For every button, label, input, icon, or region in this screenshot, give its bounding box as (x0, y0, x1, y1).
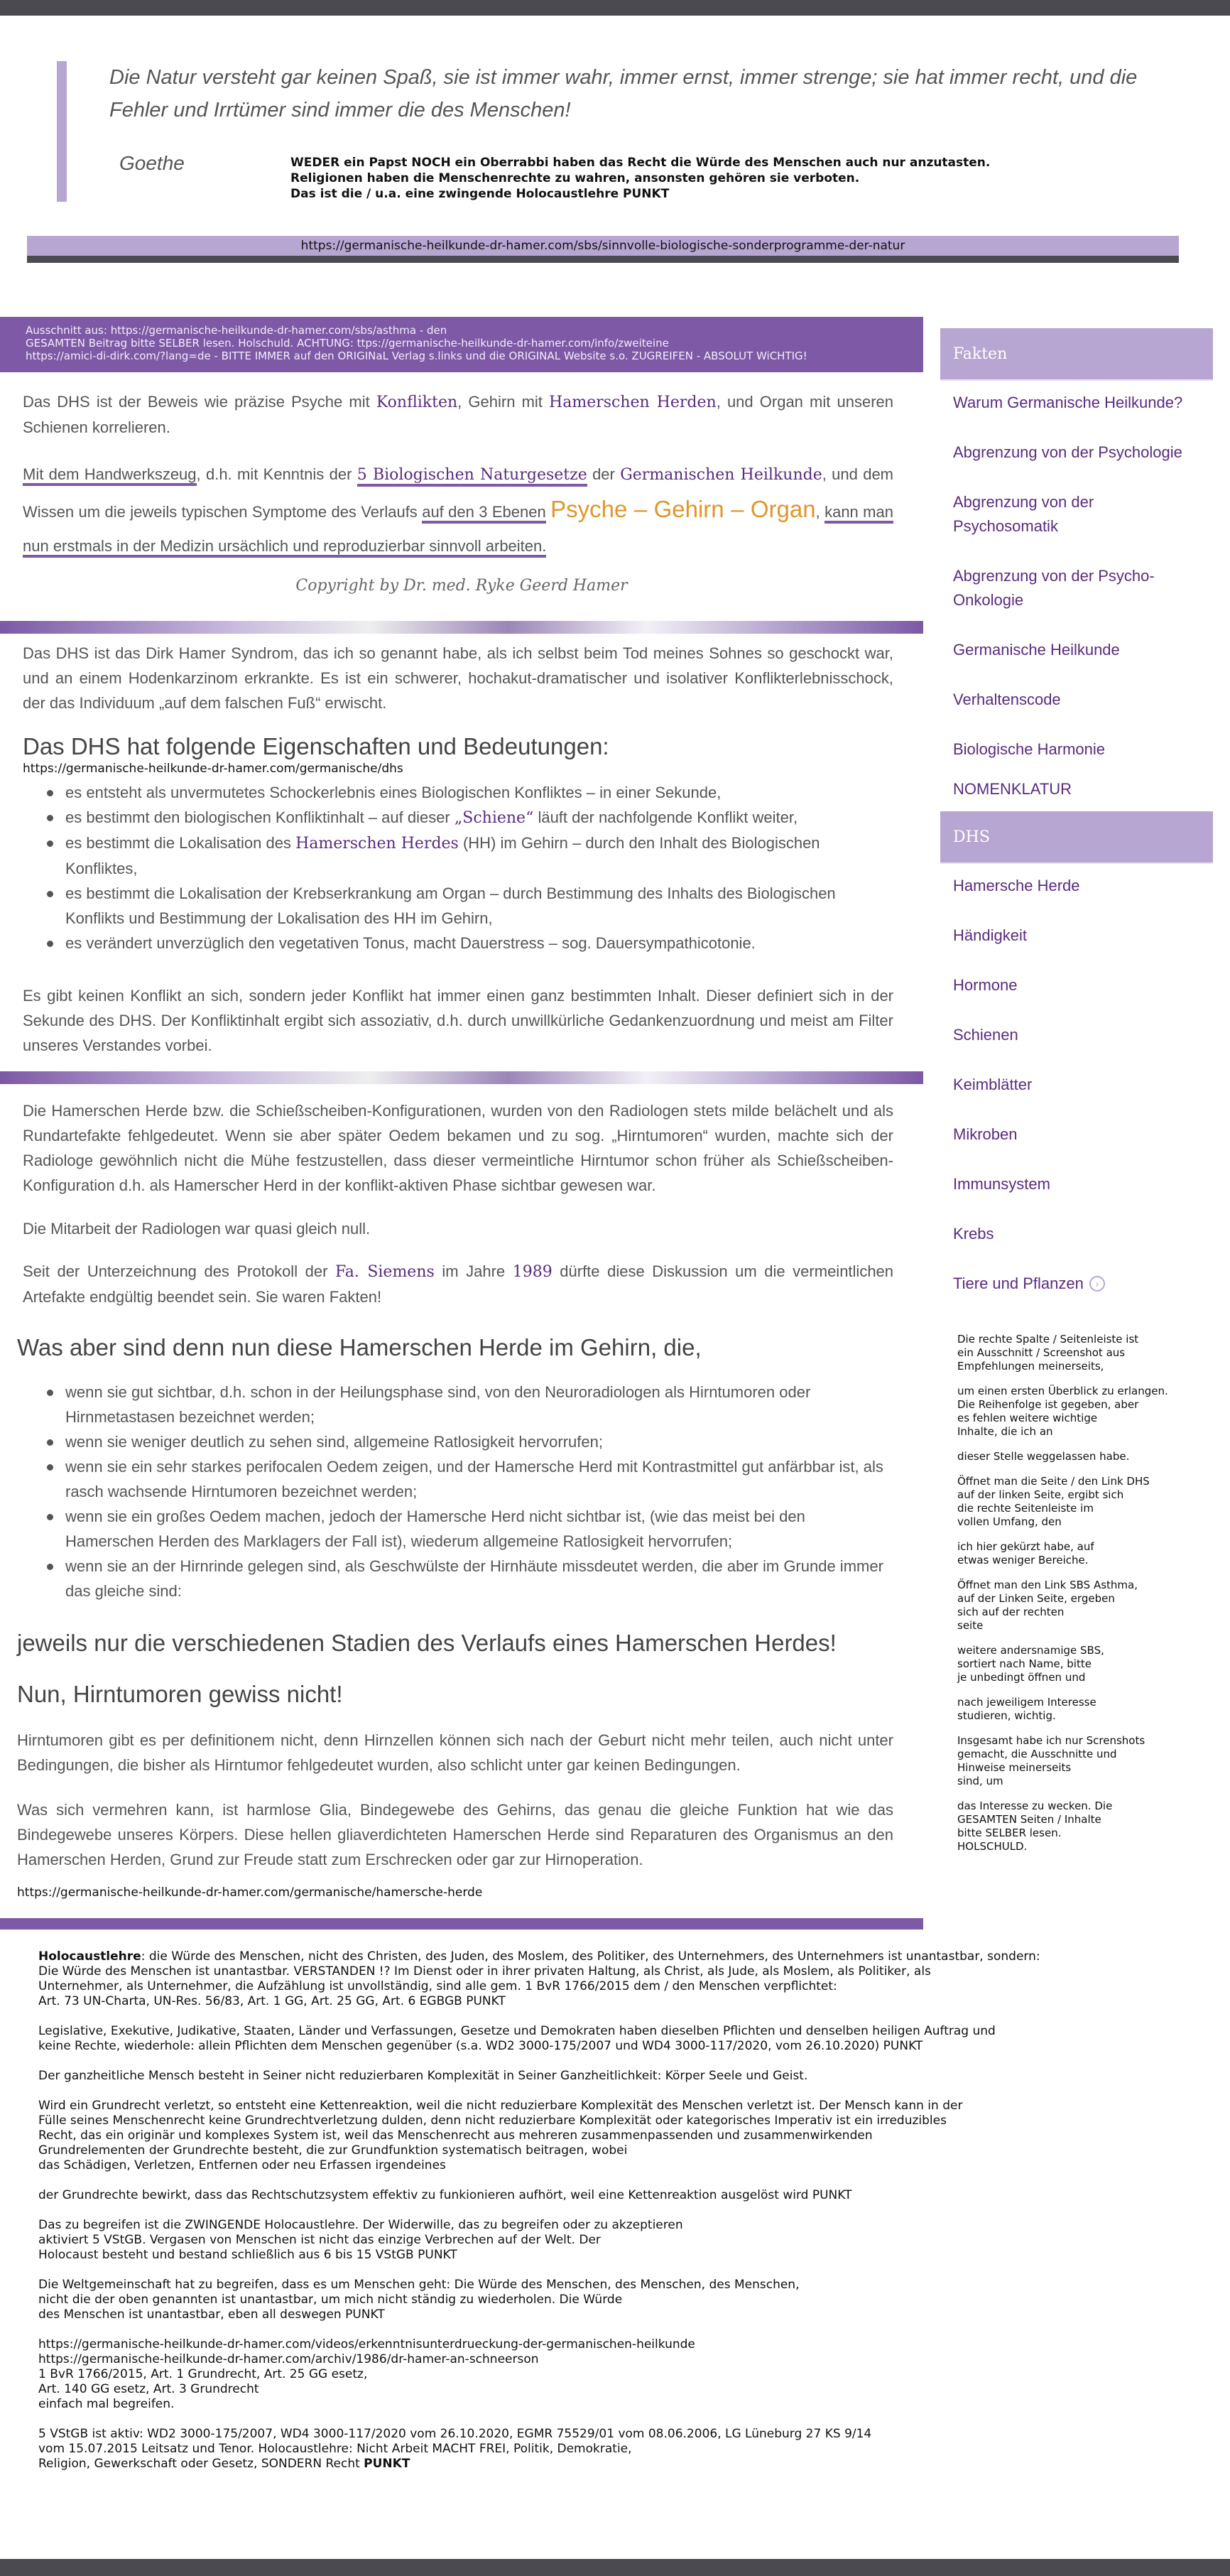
banner-line: https://amici-di-dirk.com/?lang=de - BITTE IMMER auf den ORIGINaL Verlag s.links und die ORIGINAL Website s.o. ZUGREIFEN - ABSOLUT WiCHTIG! (26, 350, 807, 362)
sidebar-item-psychosomatik[interactable]: Abgrenzung von der Psychosomatik (953, 493, 1094, 535)
hirntumoren-heading: Nun, Hirntumoren gewiss nicht! (17, 1681, 343, 1707)
note-line: Öffnet man die Seite / den Link DHS (957, 1475, 1150, 1488)
source-url-bar[interactable]: https://germanische-heilkunde-dr-hamer.com/sbs/sinnvolle-biologische-sonderprogramme-der-natur (27, 236, 1179, 263)
text: Die Würde des Menschen ist unantastbar. VERSTANDEN !? Im Dienst oder in ihrer privaten Haltung, als Christ, als Jude, als Moslem, als Politiker, als (38, 1964, 931, 1979)
note-block (957, 1385, 1213, 1439)
underlined-text: auf den 3 Ebenen (422, 503, 546, 524)
note-line: GESAMTEN Seiten / Inhalte (957, 1813, 1101, 1826)
footer-paragraph (38, 2337, 1203, 2412)
note-line: sind, um (957, 1775, 1003, 1787)
text: dürfte diese Diskussion um die vermeintlichen Artefakte endgültig beendet sein. Sie waren Fakten! (23, 1262, 894, 1306)
note-block (957, 1540, 1213, 1567)
text: es bestimmt die Lokalisation der Krebserkrankung am Organ – durch Bestimmung des Inhalts des Biologischen Konflikts und Bestimmung der Lokalisation des HH im Gehirn, (65, 884, 836, 927)
holocaustlehre-block (38, 1949, 1203, 2486)
quote-note-line: WEDER ein Papst NOCH ein Oberrabbi haben das Recht die Würde des Menschen auch nur anzutasten. (290, 156, 991, 170)
text: Unternehmer, als Unternehmer, die Aufzählung ist unvollständig, sind alle gem. 1 BvR 1766/2015 dem / den Menschen verpflichtet: (38, 1979, 837, 1993)
note-block (957, 1450, 1213, 1463)
text: Recht, das ein originär und komplexes System ist, weil das Menschenrecht aus mehreren zusammenpassenden und zusammenwirkenden (38, 2128, 873, 2143)
text: , Gehirn mit (457, 393, 550, 411)
note-line: Inhalte, die ich an (957, 1425, 1053, 1438)
note-line: Die rechte Spalte / Seitenleiste ist (957, 1333, 1139, 1346)
text: der Grundrechte bewirkt, dass das Rechtschutzsystem effektiv zu funkionieren aufhört, weil eine Kettenreaktion ausgelöst wird PUNKT (38, 2188, 852, 2202)
note-line: Empfehlungen meinerseits, (957, 1360, 1104, 1373)
text: 5 VStGB ist aktiv: WD2 3000-175/2007, WD4 3000-117/2020 vom 26.10.2020, EGMR 75529/01 vom 08.06.2006, LG Lüneburg 27 KS 9/14 (38, 2427, 872, 2441)
text: im Jahre (434, 1262, 513, 1280)
link-konflikten[interactable]: Konflikten (376, 394, 458, 411)
note-line: dieser Stelle weggelassen habe. (957, 1450, 1130, 1463)
quote-note-line: Das ist die / u.a. eine zwingende Holocaustlehre PUNKT (290, 187, 670, 201)
top-bar (0, 0, 1230, 16)
list-item: wenn sie an der Hirnrinde gelegen sind, als Geschwülste der Hirnhäute missdeutet werden, die aber im Grunde immer das gleiche sind: (43, 1554, 893, 1603)
footer-link[interactable]: https://germanische-heilkunde-dr-hamer.com/archiv/1986/dr-hamer-an-schneerson (38, 2352, 539, 2366)
text: Religion, Gewerkschaft oder Gesetz, SONDERN Recht (38, 2457, 364, 2471)
text: vom 15.07.2015 Leitsatz und Tenor. Holocaustlehre: Nicht Arbeit MACHT FREI, Politik, Demokratie, (38, 2442, 632, 2456)
banner-line: GESAMTEN Beitrag bitte SELBER lesen. Holschuld. ACHTUNG: ttps://germanische-heilkunde-dr-hamer.com/info/zweiteine (26, 337, 669, 350)
footer-paragraph (38, 2069, 1203, 2084)
text: Das DHS ist der Beweis wie präzise Psyche mit (23, 393, 376, 411)
footer-paragraph (38, 2278, 1203, 2322)
handwerkszeug-paragraph (23, 458, 893, 563)
glia-paragraph: Was sich vermehren kann, ist harmlose Glia, Bindegewebe des Gehirns, das genau die gleiche Funktion hat wie das Bindegewebe unseres Körpers. Diese hellen gliaverdichteten Hamerschen Herde sind Reparaturen des Organismus an den Hamerschen Herden, Grund zur Freude statt zum Erschrecken oder gar zur Hirnoperation. (17, 1801, 893, 1868)
gradient-separator (0, 1071, 923, 1084)
list-item: wenn sie weniger deutlich zu sehen sind, allgemeine Ratlosigkeit hervorrufen; (43, 1429, 893, 1454)
list-item: wenn sie ein großes Oedem machen, jedoch der Hamersche Herd nicht sichtbar ist, (wie das meist bei den Hamerschen Herden des Marklagers der Fall ist), wiederum allgemeine Ratlosigkeit hervorrufen; (43, 1504, 893, 1554)
text: es entsteht als unvermutetes Schockerlebnis eines Biologischen Konfliktes – in einer Sekunde, (65, 784, 722, 801)
text: , (815, 503, 825, 521)
sidebar-item-warum[interactable]: Warum Germanische Heilkunde? (953, 394, 1183, 411)
note-line: etwas weniger Bereiche. (957, 1554, 1089, 1566)
excerpt-banner (0, 317, 923, 372)
text: (HH) im Gehirn – durch den Inhalt des Biologischen Konfliktes, (65, 834, 820, 877)
text: einfach mal begreifen. (38, 2397, 175, 2411)
note-line: Insgesamt habe ich nur Screnshots (957, 1734, 1145, 1747)
text: Seit der Unterzeichnung des Protokoll der (23, 1262, 335, 1280)
list-item (43, 830, 893, 881)
herde-list (43, 1380, 893, 1603)
sidebar-note (957, 1333, 1213, 1853)
text: , und dem Wissen um die jeweils typischen Symptome des Verlaufs (23, 465, 894, 521)
note-line: es fehlen weitere wichtige (957, 1412, 1098, 1424)
sidebar-item-mikroben[interactable]: Mikroben (953, 1125, 1018, 1143)
holocaustlehre-label: Holocaustlehre (38, 1949, 141, 1964)
link-1989[interactable]: 1989 (512, 1263, 553, 1281)
sidebar-item-hormone[interactable]: Hormone (953, 976, 1018, 994)
note-line: Die Reihenfolge ist gegeben, aber (957, 1398, 1139, 1411)
text: des Menschen ist unantastbar, eben all deswegen PUNKT (38, 2307, 385, 2322)
note-line: HOLSCHULD. (957, 1840, 1028, 1853)
sidebar-item-tiere-pflanzen[interactable]: Tiere und Pflanzen (953, 1275, 1084, 1292)
bottom-bar (0, 2559, 1230, 2576)
punkt-bold: PUNKT (364, 2457, 410, 2471)
text: 1 BvR 1766/2015, Art. 1 Grundrecht, Art. 25 GG esetz, (38, 2367, 368, 2381)
footer-paragraph (38, 1949, 1203, 2009)
link-germanische-heilkunde[interactable]: Germanischen Heilkunde (620, 466, 822, 484)
note-block (957, 1800, 1213, 1853)
sidebar-item-krebs[interactable]: Krebs (953, 1225, 994, 1243)
sidebar-heading-dhs: DHS (940, 811, 1213, 864)
link-hamerschen-herdes[interactable]: Hamerschen Herdes (295, 835, 459, 853)
sidebar-item-hamersche-herde[interactable]: Hamersche Herde (953, 877, 1080, 894)
text: Holocaust besteht und bestand schließlich aus 6 bis 15 VStGB PUNKT (38, 2248, 457, 2262)
text: der (587, 465, 621, 483)
herde-heading: Was aber sind denn nun diese Hamerschen Herde im Gehirn, die, (17, 1334, 702, 1360)
underlined-text: kann man nun erstmals in der Medizin ursächlich und reproduzierbar sinnvoll arbeiten. (23, 503, 893, 558)
list-item (43, 881, 893, 931)
radiologen-paragraph: Die Hamerschen Herde bzw. die Schießscheiben-Konfigurationen, wurden von den Radiologen stets milde belächelt und als Rundartefakte fehlgedeutet. Wenn sie aber später Oedem bekamen und zu sog. „Hirntumoren“ wurden, machte sich der Radiologe gewöhnlich nicht die Mühe festzustellen, dass dieser vermeintliche Hirntumor schon früher als Schießscheiben-Konfiguration d.h. als Hamerscher Herd in der konflikt-aktiven Phase sichtbar gewesen war. (23, 1102, 893, 1194)
copyright: Copyright by Dr. med. Ryke Geerd Hamer (295, 577, 628, 595)
text: Fülle seines Menschenrecht keine Grundrechtverletzung dulden, denn nicht reduzierbare Komplexität oder kategorisches Imperativ ist ein irreduzibles (38, 2114, 947, 2128)
note-line: auf der linken Seite, ergibt sich (957, 1488, 1124, 1501)
expand-icon[interactable]: › (1089, 1276, 1105, 1292)
stadien-heading: jeweils nur die verschiedenen Stadien des Verlaufs eines Hamerschen Herdes! (17, 1630, 837, 1656)
note-line: vollen Umfang, den (957, 1515, 1062, 1528)
sidebar-item-psycho-onkologie[interactable]: Abgrenzung von der Psycho-Onkologie (953, 567, 1155, 609)
footer-paragraph (38, 2427, 1203, 2472)
goethe-quote (57, 61, 1165, 202)
note-line: ich hier gekürzt habe, auf (957, 1540, 1094, 1553)
hirntumoren-paragraph: Hirntumoren gibt es per definitionem nicht, denn Hirnzellen können sich nach der Geburt nicht mehr teilen, auch nicht unter Bedingungen, die bisher als Hirntumor fehlgedeutet wurden, also schlicht unter gar keinen Bedingungen. (17, 1731, 893, 1774)
sidebar-item-verhaltenscode[interactable]: Verhaltenscode (953, 691, 1061, 708)
text: es verändert unverzüglich den vegetativen Tonus, macht Dauerstress – sog. Dauersympathicotonie. (65, 934, 756, 952)
text: , d.h. mit Kenntnis der (196, 465, 357, 483)
quote-author: Goethe (119, 152, 185, 174)
dhs-url[interactable]: https://germanische-heilkunde-dr-hamer.com/germanische/dhs (23, 762, 403, 776)
note-line: Öffnet man den Link SBS Asthma, (957, 1579, 1138, 1591)
footer-paragraph (38, 2188, 1203, 2203)
purple-divider (0, 1918, 923, 1930)
note-line: das Interesse zu wecken. Die (957, 1800, 1113, 1812)
note-block (957, 1696, 1213, 1723)
footer-paragraph (38, 2024, 1203, 2054)
radiologen-mitarbeit: Die Mitarbeit der Radiologen war quasi gleich null. (23, 1220, 371, 1238)
text: keine Rechte, wiederhole: allein Pflichten dem Menschen gegenüber (s.a. WD2 3000-175/2007 und WD4 3000-117/2020, vom 26.10.2020) PUNKT (38, 2039, 923, 2053)
note-line: sich auf der rechten (957, 1606, 1065, 1618)
dhs-definition-paragraph: Das DHS ist das Dirk Hamer Syndrom, das ich so genannt habe, als ich selbst beim Tod meines Sohnes so geschockt war, und an einem Hodenkarzinom erkrankte. Es ist ein schwerer, hochakut-dramatischer und isolativer Konflikterlebnisschock, der das Individuum „auf dem falschen Fuß“ erwischt. (23, 644, 893, 712)
psyche-gehirn-organ: Psyche – Gehirn – Organ (550, 496, 816, 522)
text: Das zu begreifen ist die ZWINGENDE Holocaustlehre. Der Widerwille, das zu begreifen oder zu akzeptieren (38, 2218, 683, 2232)
note-block (957, 1644, 1213, 1684)
sidebar-item-keimblaetter[interactable]: Keimblätter (953, 1076, 1033, 1093)
text: Grundrelementen der Grundrechte besteht, die zur Grundfunktion systematisch beitragen, wobei (38, 2143, 628, 2158)
note-block (957, 1333, 1213, 1373)
link-schiene[interactable]: „Schiene“ (454, 809, 534, 827)
note-line: Hinweise meinerseits (957, 1761, 1072, 1774)
text: Art. 140 GG esetz, Art. 3 Grundrecht (38, 2382, 259, 2396)
herde-url[interactable]: https://germanische-heilkunde-dr-hamer.com/germanische/hamersche-herde (17, 1885, 483, 1900)
sidebar-item-germanische-heilkunde[interactable]: Germanische Heilkunde (953, 641, 1120, 659)
konflikt-paragraph: Es gibt keinen Konflikt an sich, sondern jeder Konflikt hat immer einen ganz bestimmten Inhalt. Dieser definiert sich in der Sekunde des DHS. Der Konfliktinhalt ergibt sich assoziativ, d.h. durch unwillkürliche Gedankenzuordnung und meist am Filter unseres Verstandes vorbei. (23, 987, 893, 1054)
sidebar-item-schienen[interactable]: Schienen (953, 1026, 1018, 1044)
note-line: auf der Linken Seite, ergeben (957, 1592, 1115, 1605)
text: Art. 73 UN-Charta, UN-Res. 56/83, Art. 1 GG, Art. 25 GG, Art. 6 EGBGB PUNKT (38, 1994, 506, 2008)
list-item (43, 931, 893, 956)
dhs-heading: Das DHS hat folgende Eigenschaften und Bedeutungen: (23, 733, 609, 759)
note-line: sortiert nach Name, bitte (957, 1657, 1092, 1670)
footer-paragraph (38, 2218, 1203, 2263)
quote-note (290, 155, 990, 202)
gradient-separator (0, 621, 923, 634)
banner-line: Ausschnitt aus: https://germanische-heilkunde-dr-hamer.com/sbs/asthma - den (26, 324, 447, 337)
note-line: ein Ausschnitt / Screenshot aus (957, 1346, 1126, 1359)
sidebar-item-psychologie[interactable]: Abgrenzung von der Psychologie (953, 443, 1182, 461)
dhs-properties-list (43, 780, 893, 956)
note-block (957, 1475, 1213, 1529)
text: nicht die der oben genannten ist unantastbar, um mich nicht ständig zu wiederholen. Die Würde (38, 2293, 623, 2307)
note-line: studieren, wichtig. (957, 1709, 1056, 1722)
note-line: gemacht, die Ausschnitte und (957, 1748, 1117, 1760)
text: Legislative, Exekutive, Judikative, Staaten, Länder und Verfassungen, Gesetze und Demokraten haben dieselben Pflichten und denselben heiligen Auftrag und (38, 2024, 996, 2038)
note-line: seite (957, 1619, 984, 1632)
text: läuft der nachfolgende Konflikt weiter, (533, 808, 798, 826)
note-line: um einen ersten Überblick zu erlangen. (957, 1385, 1168, 1397)
list-item: wenn sie ein sehr starkes perifocalen Oedem zeigen, und der Hamersche Herd mit Kontrastmittel gut anfärbbar ist, als rasch wachsende Hirntumoren bezeichnet werden; (43, 1454, 893, 1504)
footer-paragraph (38, 2099, 1203, 2173)
sidebar-item-biologische-harmonie[interactable]: Biologische Harmonie (953, 740, 1105, 758)
link-hamersche-herde[interactable]: Hamerschen Herden (549, 394, 717, 411)
note-block (957, 1734, 1213, 1788)
siemens-paragraph (23, 1259, 893, 1309)
text: das Schädigen, Verletzen, Entfernen oder neu Erfassen irgendeines (38, 2158, 446, 2172)
text: Die Weltgemeinschaft hat zu begreifen, dass es um Menschen geht: Die Würde des Menschen, des Menschen, des Menschen, (38, 2278, 800, 2292)
dhs-intro-paragraph (23, 389, 893, 440)
text: es bestimmt die Lokalisation des (65, 834, 296, 852)
list-item (43, 805, 893, 830)
quote-text: Die Natur versteht gar keinen Spaß, sie ist immer wahr, immer ernst, immer strenge; sie hat immer recht, und die Fehler und Irrtümer sind immer die des Menschen! (109, 66, 1138, 121)
sidebar-item-nomenklatur[interactable]: NOMENKLATUR (953, 780, 1072, 798)
sidebar-heading-fakten: Fakten (940, 328, 1213, 381)
text: Der ganzheitliche Mensch besteht in Seiner nicht reduzierbaren Komplexität in Seiner Ganzheitlichkeit: Körper Seele und Geist. (38, 2069, 808, 2083)
note-line: die rechte Seitenleiste im (957, 1502, 1094, 1515)
note-line: nach jeweiligem Interesse (957, 1696, 1096, 1709)
underlined-text: Mit dem Handwerkszeug (23, 465, 197, 486)
list-item (43, 780, 893, 805)
note-block (957, 1579, 1213, 1633)
note-line: je unbedingt öffnen und (957, 1671, 1086, 1684)
link-naturgesetze[interactable]: 5 Biologischen Naturgesetze (357, 466, 587, 487)
sidebar-item-immunsystem[interactable]: Immunsystem (953, 1175, 1050, 1193)
sidebar (940, 328, 1213, 1296)
text: Wird ein Grundrecht verletzt, so entsteht eine Kettenreaktion, weil die nicht reduzierbare Komplexität des Menschen verletzt ist. Der Mensch kann in der (38, 2099, 963, 2113)
list-item: wenn sie gut sichtbar, d.h. schon in der Heilungsphase sind, von den Neuroradiologen als Hirntumoren oder Hirnmetastasen bezeichnet werden; (43, 1380, 893, 1429)
footer-link[interactable]: https://germanische-heilkunde-dr-hamer.com/videos/erkenntnisunterdrueckung-der-germanischen-heilkunde (38, 2337, 695, 2352)
quote-note-line: Religionen haben die Menschenrechte zu wahren, ansonsten gehören sie verboten. (290, 171, 860, 185)
note-line: weitere andersnamige SBS, (957, 1644, 1104, 1657)
text: , und Organ mit unseren Schienen korrelieren. (23, 393, 893, 436)
sidebar-item-haendigkeit[interactable]: Händigkeit (953, 926, 1027, 944)
text: es bestimmt den biologischen Konfliktinhalt – auf dieser (65, 808, 455, 826)
text: aktiviert 5 VStGB. Vergasen von Menschen ist nicht das einzige Verbrechen auf der Welt. Der (38, 2233, 601, 2247)
note-line: bitte SELBER lesen. (957, 1827, 1062, 1839)
main-content (0, 317, 923, 372)
text: : die Würde des Menschen, nicht des Christen, des Juden, des Moslem, des Politiker, des Unternehmers, des Unternehmers ist unantastbar, sondern: (141, 1949, 1040, 1964)
link-siemens[interactable]: Fa. Siemens (335, 1263, 435, 1281)
